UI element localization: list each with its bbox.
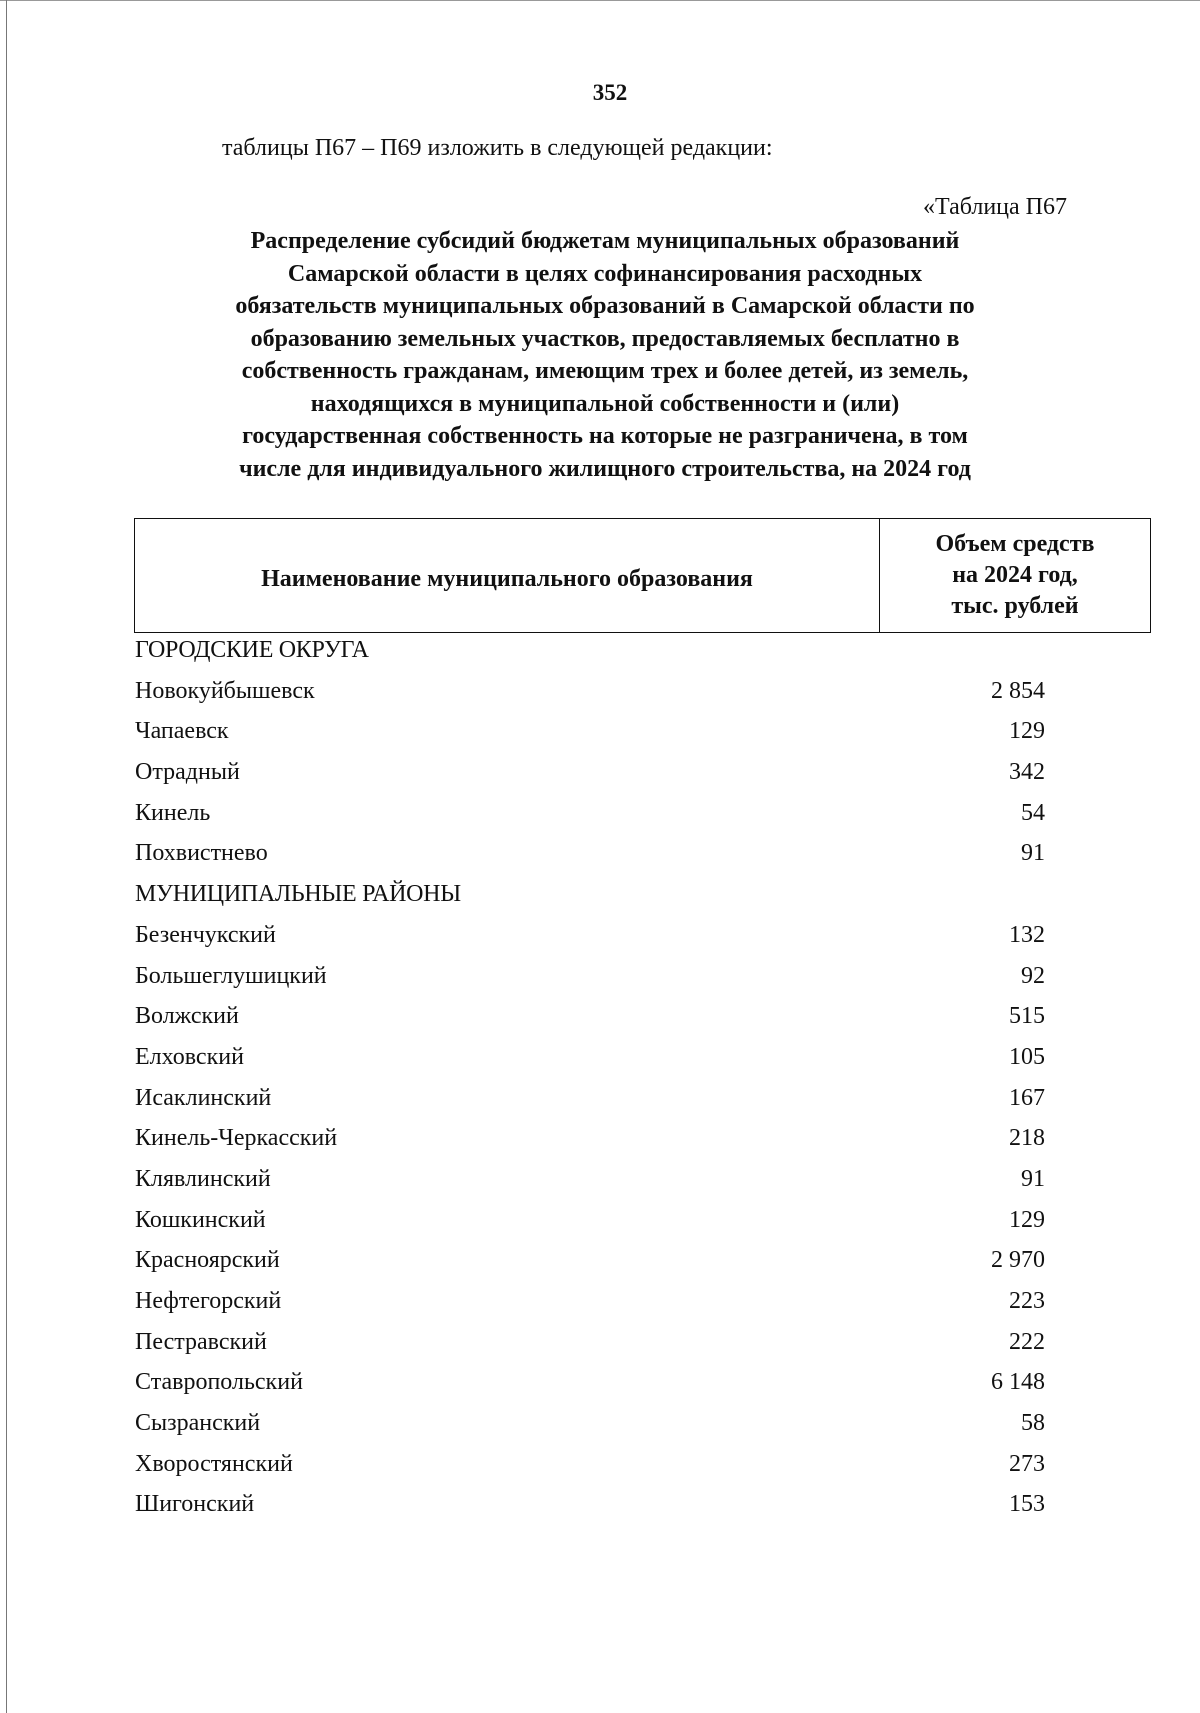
table-title-line: обязательств муниципальных образований в Самарской области по [235,293,975,319]
column-header-value-line: Объем средств [935,531,1095,557]
municipality-name: Кинель-Черкасский [135,1125,338,1152]
amount-value: 58 [1021,1410,1045,1437]
amount-value: 6 148 [991,1369,1045,1396]
amount-value: 342 [1009,759,1045,786]
amount-value: 153 [1009,1491,1045,1518]
table-title-line: числе для индивидуального жилищного строительства, на 2024 год [239,455,971,482]
table-row [134,836,1151,877]
section-title: МУНИЦИПАЛЬНЫЕ РАЙОНЫ [135,881,461,908]
table-body [134,633,1151,1528]
amount-value: 222 [1009,1328,1045,1355]
amount-value: 167 [1009,1084,1045,1111]
municipality-name: Волжский [135,1003,239,1030]
column-header-value-line: на 2024 год, [952,562,1078,588]
column-header-value-line: тыс. рублей [951,593,1079,619]
table-row [134,796,1151,837]
amount-value: 92 [1021,962,1045,989]
table-row [134,1447,1151,1488]
table-row [134,1203,1151,1244]
municipality-name: Отрадный [135,759,240,786]
table-row [134,1325,1151,1366]
table-title-line: государственная собственность на которые не разграничена, в том [242,423,968,449]
section-title: ГОРОДСКИЕ ОКРУГА [135,637,369,663]
amount-value: 2 970 [991,1247,1045,1274]
amount-value: 273 [1009,1450,1045,1477]
table-row [134,755,1151,796]
municipality-name: Пестравский [135,1328,267,1355]
municipality-name: Большеглушицкий [135,962,327,989]
amount-value: 105 [1009,1043,1045,1070]
municipality-name: Сызранский [135,1410,261,1437]
table-row [134,1121,1151,1162]
amount-value: 515 [1009,1003,1045,1030]
amount-value: 2 854 [991,677,1045,704]
municipality-name: Хворостянский [135,1450,293,1477]
municipality-name: Кинель [135,799,211,826]
municipality-name: Безенчукский [135,921,276,948]
intro-text: таблицы П67 – П69 изложить в следующей редакции: [222,135,773,161]
table-row [134,1162,1151,1203]
table-row [134,1406,1151,1447]
municipality-name: Клявлинский [135,1165,271,1192]
municipality-name: Ставропольский [135,1369,303,1396]
page-number: 352 [592,80,628,105]
table-row [134,1284,1151,1325]
amount-value: 132 [1009,921,1045,948]
municipality-name: Елховский [135,1043,244,1070]
municipality-name: Красноярский [135,1247,280,1274]
page-top-edge [0,0,1200,1]
table-title-line: находящихся в муниципальной собственности и (или) [310,390,900,417]
table-row [134,1081,1151,1122]
municipality-name: Похвистнево [135,840,268,867]
amount-value: 91 [1021,840,1045,867]
table-title-line: собственность гражданам, имеющим трех и более детей, из земель, [241,358,969,384]
table-title [145,225,1065,485]
table-row [134,1487,1151,1528]
municipality-name: Исаклинский [135,1084,272,1111]
amount-value: 129 [1009,718,1045,745]
amount-value: 54 [1021,799,1045,826]
municipality-name: Чапаевск [135,718,229,745]
municipality-name: Шигонский [135,1491,255,1518]
table-row [134,714,1151,755]
table-title-line: Самарской области в целях софинансирования расходных [287,260,923,287]
table-row [134,959,1151,1000]
table-row [134,1365,1151,1406]
page-left-edge [6,0,7,1713]
section-header-row [134,633,1151,674]
table-row [134,674,1151,715]
amount-value: 218 [1009,1125,1045,1152]
amount-value: 223 [1009,1288,1045,1314]
column-header-name: Наименование муниципального образования [135,519,880,632]
table-row [134,999,1151,1040]
municipality-name: Нефтегорский [135,1288,282,1314]
table-title-line: Распределение субсидий бюджетам муниципальных образований [250,228,960,254]
table-title-line: образованию земельных участков, предоставляемых бесплатно в [250,325,960,352]
table-row [134,918,1151,959]
municipality-name: Кошкинский [135,1206,266,1233]
table-row [134,1040,1151,1081]
section-header-row [134,877,1151,918]
amount-value: 91 [1021,1165,1045,1192]
municipality-name: Новокуйбышевск [135,677,315,704]
table-header [134,518,1151,633]
table-row [134,1243,1151,1284]
table-label: «Таблица П67 [923,194,1067,220]
column-header-value [880,519,1150,632]
amount-value: 129 [1009,1206,1045,1233]
